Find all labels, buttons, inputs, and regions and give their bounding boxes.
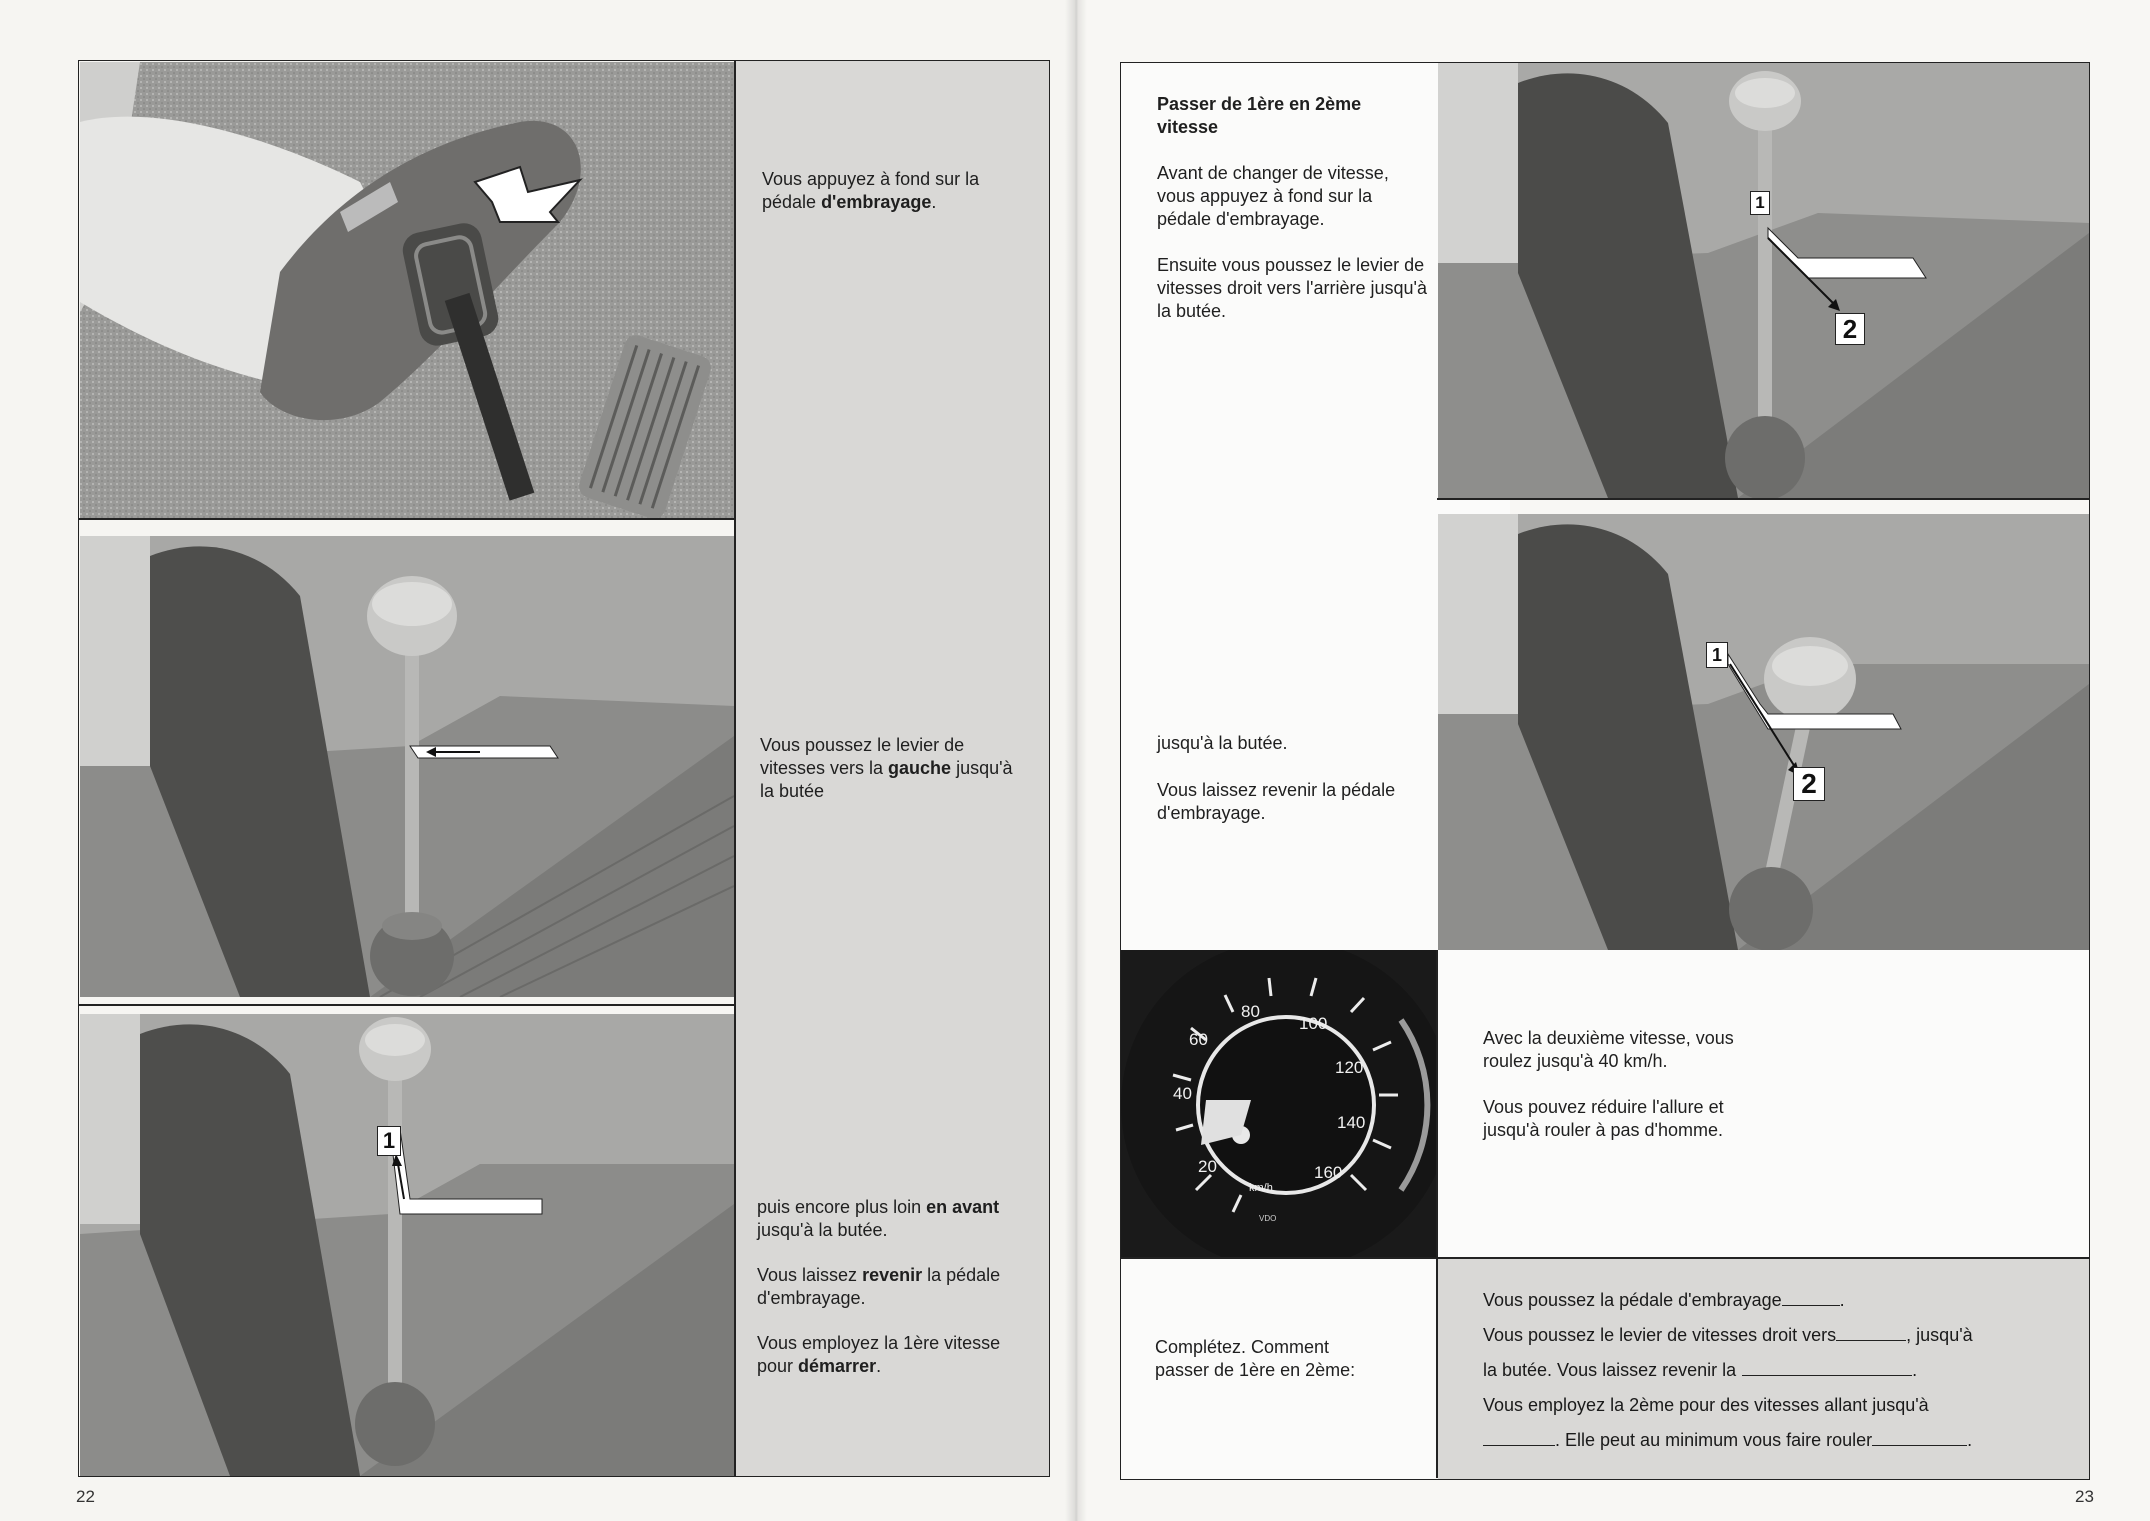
exercise-line-1 [1483, 1283, 2063, 1318]
section-heading: Passer de 1ère en 2ème vitesse [1157, 94, 1362, 137]
gear-number-1-label: 1 [1706, 642, 1728, 668]
gear-number-2-label: 2 [1835, 313, 1865, 345]
speedometer-photo [1121, 950, 1438, 1260]
exercise-line-3 [1483, 1353, 2063, 1388]
speedometer-illustration [1121, 950, 1438, 1260]
step2-text-post: jusqu'à la butée [760, 758, 1013, 801]
blank-field[interactable] [1872, 1431, 1967, 1446]
step3-b-bold: revenir [862, 1265, 923, 1285]
gear-number-1-label: 1 [377, 1126, 401, 1156]
step3-b-pre: Vous laissez [757, 1265, 863, 1285]
divider [78, 1004, 735, 1006]
exercise-line-3-end: . [1912, 1360, 1918, 1380]
speedo-tick-80: 80 [1241, 1002, 1260, 1021]
exercise-line-2-text: Vous poussez le levier de vitesses droit vers [1483, 1325, 1837, 1345]
step3-a-bold: en avant [926, 1197, 1000, 1217]
speedo-tick-120: 120 [1335, 1058, 1364, 1077]
speedo-tick-140: 140 [1337, 1113, 1366, 1132]
exercise-prompt: Complétez. Comment passer de 1ère en 2ème: [1155, 1337, 1356, 1380]
exercise-line-5 [1483, 1423, 2063, 1458]
step3-paragraph-a [757, 1196, 1037, 1242]
divider [1437, 498, 2090, 500]
speedo-brand-label: VDO [1259, 1214, 1277, 1223]
step3-c-pre: Vous employez la 1ère vitesse pour [757, 1333, 1001, 1376]
speedo-tick-40: 40 [1173, 1084, 1192, 1103]
gear-lever-photo-back-1 [1438, 63, 2089, 498]
paragraph-to-stop: jusqu'à la butée. [1157, 733, 1288, 753]
page-number-left: 22 [76, 1487, 95, 1506]
step3-c-bold: démarrer [798, 1356, 877, 1376]
step2-text-bold: gauche [888, 758, 952, 778]
step3-text [757, 1196, 1037, 1400]
blank-field[interactable] [1483, 1431, 1555, 1446]
step3-b-post: la pédale d'embrayage. [757, 1265, 1001, 1308]
divider [78, 518, 735, 520]
speedo-tick-20: 20 [1198, 1157, 1217, 1176]
paragraph-lever-back: Ensuite vous poussez le levier de vitesses droit vers l'arrière jusqu'à la butée. [1157, 255, 1427, 321]
speedo-tick-100: 100 [1299, 1014, 1328, 1033]
gear-lever-illustration [80, 1014, 734, 1476]
step3-paragraph-b [757, 1264, 1037, 1310]
paragraph-release-clutch: Vous laissez revenir la pédale d'embrayage. [1157, 780, 1396, 823]
exercise-line-2 [1483, 1318, 2063, 1353]
speedo-unit-label: km/h [1249, 1182, 1273, 1194]
blank-field[interactable] [1782, 1291, 1840, 1306]
exercise-line-4: Vous employez la 2ème pour des vitesses allant jusqu'à [1483, 1395, 1929, 1415]
blank-field[interactable] [1836, 1326, 1906, 1341]
book-gutter [1065, 0, 1087, 1521]
gear-lever-photo-back-2 [1438, 514, 2089, 950]
blank-field[interactable] [1742, 1361, 1912, 1376]
speed-text-2: Vous pouvez réduire l'allure et jusqu'à rouler à pas d'homme. [1483, 1097, 1724, 1140]
step1-text-post: . [931, 192, 937, 212]
gear-number-1-label: 1 [1750, 191, 1770, 215]
speedo-tick-60: 60 [1189, 1030, 1208, 1049]
clutch-pedal-illustration [80, 62, 734, 518]
exercise-line-5-end: . [1967, 1430, 1973, 1450]
gear-lever-photo-left [80, 536, 734, 997]
step2-text [760, 734, 1030, 803]
speedo-tick-160: 160 [1314, 1163, 1343, 1182]
gear-lever-photo-forward [80, 1014, 734, 1476]
exercise-text [1483, 1283, 2063, 1458]
exercise-line-1-text: Vous poussez la pédale d'embrayage [1483, 1290, 1782, 1310]
step1-text-bold: d'embrayage [821, 192, 932, 212]
exercise-line-1-end: . [1839, 1290, 1845, 1310]
step3-a-pre: puis encore plus loin [757, 1197, 927, 1217]
step3-c-post: . [876, 1356, 882, 1376]
paragraph-clutch: Avant de changer de vitesse, vous appuyez à fond sur la pédale d'embrayage. [1157, 163, 1389, 229]
gear-number-2-label: 2 [1793, 767, 1825, 801]
step2-text-pre: Vous poussez le levier de vitesses vers la [760, 735, 965, 778]
gear-lever-illustration [1438, 63, 2089, 498]
divider [1121, 1257, 2090, 1259]
step3-paragraph-c [757, 1332, 1037, 1378]
pedal-photo [80, 62, 734, 518]
exercise-line-2-end: , jusqu'à [1906, 1325, 1973, 1345]
page-number-right: 23 [2075, 1487, 2094, 1506]
step1-text [762, 168, 1012, 214]
gear-lever-illustration [80, 536, 734, 997]
column-divider [734, 60, 736, 1477]
exercise-line-3-text: la butée. Vous laissez revenir la [1483, 1360, 1737, 1380]
right-page [1075, 0, 2150, 1521]
gear-lever-illustration [1438, 514, 2089, 950]
exercise-line-5-text: . Elle peut au minimum vous faire rouler [1555, 1430, 1873, 1450]
step1-text-pre: Vous appuyez à fond sur la pédale [762, 169, 980, 212]
speed-text-1: Avec la deuxième vitesse, vous roulez jusqu'à 40 km/h. [1483, 1028, 1734, 1071]
step3-a-post: jusqu'à la butée. [757, 1220, 888, 1240]
